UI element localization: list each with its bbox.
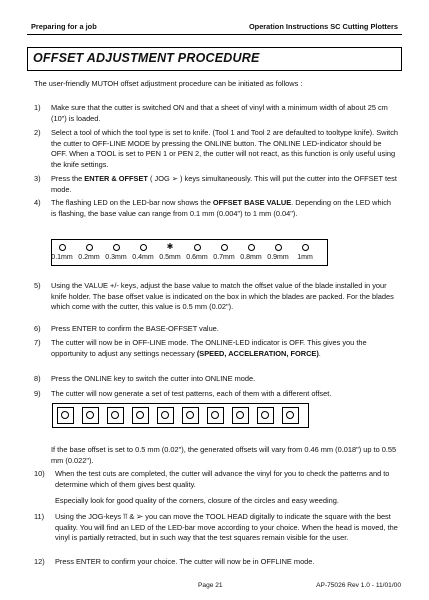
- step-text: When the test cuts are completed, the cutter will advance the vinyl for you to check the patterns and to determine which of them gives best quality.: [55, 469, 390, 489]
- test-pattern-circle: [261, 411, 269, 419]
- step-number: 8): [34, 374, 41, 383]
- led-off-icon: [194, 244, 201, 251]
- test-pattern-circle: [211, 411, 219, 419]
- step-text: Press ENTER to confirm your choice. The cutter will now be in OFFLINE mode.: [55, 557, 315, 566]
- step-text: If the base offset is set to 0.5 mm (0.02"), the generated offsets will vary from 0.46 mm (0.018") up to 0.55 mm (0.022").: [51, 445, 397, 465]
- led-indicator: [101, 242, 131, 261]
- step-number: 12): [34, 557, 45, 566]
- test-pattern-square: [182, 407, 199, 424]
- section-title: OFFSET ADJUSTMENT PROCEDURE: [33, 51, 260, 65]
- flashing-led-icon: ✱: [166, 242, 174, 251]
- test-pattern-square: [132, 407, 149, 424]
- test-pattern-square: [107, 407, 124, 424]
- step-number: 11): [34, 512, 45, 521]
- step-emphasis: (SPEED, ACCELERATION, FORCE): [196, 348, 319, 358]
- step-text: Select a tool of which the tool type is set to knife. (Tool 1 and Tool 2 are defaulted to tooltype knife). Switch the cutter to OFF-LINE MODE by pressing the ONLINE button. The ONLINE LED-indicator should be OFF. When a TOOL is set to PEN 1 or PEN 2, the cutter will not react, as this function is only useful using the knife settings.: [51, 128, 399, 169]
- led-label: 0.3mm: [105, 254, 127, 261]
- test-pattern-square: [282, 407, 299, 424]
- step-number: 6): [34, 324, 41, 333]
- led-off-icon: [275, 244, 282, 251]
- led-label: 0.2mm: [78, 254, 100, 261]
- step-text: Make sure that the cutter is switched ON and that a sheet of vinyl with a minimum width of about 25 cm (10") is loaded.: [51, 103, 388, 123]
- section-title-box: [27, 47, 402, 71]
- led-label: 0.8mm: [240, 254, 262, 261]
- test-pattern-circle: [186, 411, 194, 419]
- test-pattern-circle: [236, 411, 244, 419]
- test-pattern-square: [57, 407, 74, 424]
- step-text: The cutter will now generate a set of test patterns, each of them with a different offset.: [51, 389, 332, 398]
- led-off-icon: [221, 244, 228, 251]
- intro-text: The user-friendly MUTOH offset adjustment procedure can be initiated as follows :: [34, 79, 303, 88]
- led-off-icon: [140, 244, 147, 251]
- test-pattern-circle: [111, 411, 119, 419]
- step-number: 7): [34, 338, 41, 347]
- led-indicator: [155, 242, 185, 261]
- step-text: Using the VALUE +/- keys, adjust the base value to match the offset value of the blade installed in your knife holder. The base offset value is indicated on the box in which the blades are packed. For the blades which come with the cutter, this value is 0.5 mm (0.02").: [51, 281, 394, 312]
- led-indicator: [236, 242, 266, 261]
- test-pattern-square: [257, 407, 274, 424]
- step-number: 4): [34, 198, 41, 207]
- step-text-part: Press the: [51, 174, 85, 183]
- step-number: 9): [34, 389, 41, 398]
- header-doc-title: Operation Instructions SC Cutting Plotters: [248, 22, 398, 31]
- led-indicator: [209, 242, 239, 261]
- step-text: Press the ONLINE key to switch the cutter into ONLINE mode.: [51, 374, 256, 383]
- step-number: 2): [34, 128, 41, 137]
- step-text-part: . Depending on the LED which is flashing, the base value can range from 0.1 mm (0.004") to 1 mm (0.04").: [51, 198, 392, 218]
- led-label: 0.9mm: [267, 254, 289, 261]
- led-label: 0.1mm: [51, 254, 73, 261]
- step-text: [51, 338, 398, 359]
- step-number: 3): [34, 174, 41, 183]
- led-indicator: [263, 242, 293, 261]
- step-keys: ENTER & OFFSET: [84, 174, 148, 183]
- test-pattern-circle: [161, 411, 169, 419]
- test-pattern-circle: [136, 411, 144, 419]
- led-label: 0.4mm: [132, 254, 154, 261]
- led-indicator: [47, 242, 77, 261]
- led-indicator: [74, 242, 104, 261]
- step-emphasis: OFFSET BASE VALUE: [212, 198, 292, 207]
- led-off-icon: [113, 244, 120, 251]
- test-pattern-circle: [61, 411, 69, 419]
- led-indicator: [290, 242, 320, 261]
- step-text: Especially look for good quality of the corners, closure of the circles and easy weeding.: [55, 496, 339, 505]
- led-indicator: [128, 242, 158, 261]
- led-label: 0.6mm: [186, 254, 208, 261]
- document-revision: AP-75026 Rev 1.0 - 11/01/00: [316, 582, 401, 589]
- step-text-part: ( JOG ➢ ) keys simultaneously. This will put the cutter into the OFFSET test mode.: [51, 174, 397, 194]
- led-off-icon: [248, 244, 255, 251]
- test-pattern-square: [82, 407, 99, 424]
- test-pattern-square: [232, 407, 249, 424]
- test-pattern-circle: [286, 411, 294, 419]
- test-pattern-square: [207, 407, 224, 424]
- test-pattern-diagram: [52, 403, 309, 428]
- step-text: [51, 174, 398, 195]
- step-text-part: The flashing LED on the LED-bar now shows the: [51, 198, 213, 207]
- header-section: Preparing for a job: [31, 22, 97, 31]
- step-number: 5): [34, 281, 41, 290]
- led-label: 0.5mm: [159, 254, 181, 261]
- led-bar-diagram: [51, 239, 328, 266]
- led-indicator: [182, 242, 212, 261]
- step-text: [51, 198, 398, 219]
- test-pattern-square: [157, 407, 174, 424]
- led-off-icon: [302, 244, 309, 251]
- step-text-part: .: [318, 348, 321, 358]
- step-text: Using the JOG-keys ⫪ & ➢ you can move the TOOL HEAD digitally to indicate the square with the best quality. You will find an LED of the LED-bar move according to your choice. When the head is moved, the vinyl is partially retracted, but in such way that the test squares remain visible for the user.: [55, 512, 398, 543]
- page-number: Page 21: [198, 582, 223, 589]
- step-text-part: The cutter will now be in OFF-LINE mode. The ONLINE-LED indicator is OFF. This gives you the opportunity to adjust any settings necessary: [51, 338, 367, 358]
- led-off-icon: [59, 244, 66, 251]
- page-header: [27, 20, 402, 35]
- step-text: Press ENTER to confirm the BASE-OFFSET value.: [51, 324, 219, 333]
- step-number: 10): [34, 469, 45, 478]
- led-label: 0.7mm: [213, 254, 235, 261]
- led-off-icon: [86, 244, 93, 251]
- test-pattern-circle: [86, 411, 94, 419]
- step-number: 1): [34, 103, 41, 112]
- led-label: 1mm: [297, 254, 313, 261]
